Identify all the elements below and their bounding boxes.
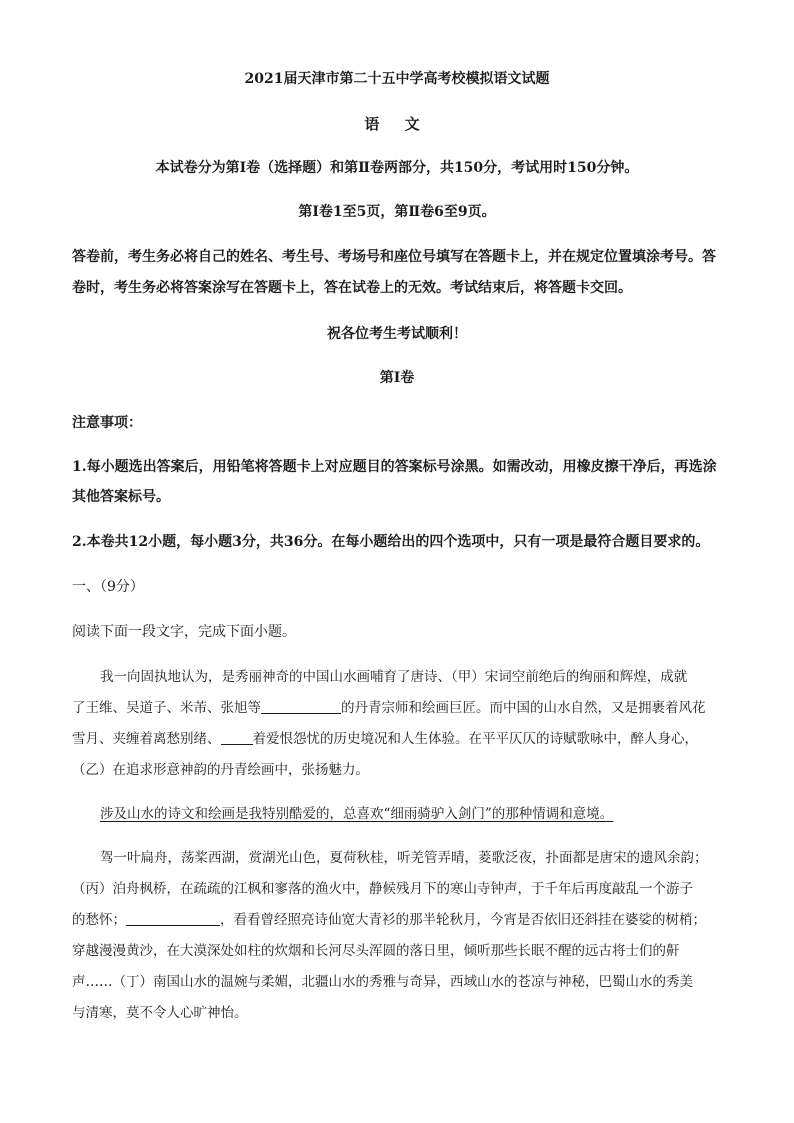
passage-line [72, 696, 722, 716]
subject-heading: 语 文 [364, 115, 430, 133]
page-range-info: 第Ⅰ卷1至5页，第Ⅱ卷6至9页。 [298, 204, 496, 220]
instruction-line: 卷时，考生务必将答案涂写在答题卡上，答在试卷上的无效。考试结束后，将答题卡交回。 [72, 280, 632, 296]
passage-line: 穿越漫漫黄沙，在大漠深处如柱的炊烟和长河尽头浑圆的落日里，倾听那些长眠不醒的远古将士们的鼾 [72, 943, 680, 959]
note-2: 2.本卷共12小题，每小题3分，共36分。在每小题给出的四个选项中，只有一项是最符合题目要求的。 [72, 534, 710, 550]
volume-heading: 第Ⅰ卷 [379, 370, 415, 386]
passage-line: 我一向固执地认为，是秀丽神奇的中国山水画哺育了唐诗、（甲）宋词空前绝后的绚丽和辉煌，成就 [100, 669, 688, 685]
passage-line: （乙）在追求形意神韵的丹青绘画中，张扬魅力。 [72, 762, 369, 778]
section-heading: 一、（9分） [72, 579, 144, 595]
passage-line: 驾一叶扁舟，荡桨西湖，赏湖光山色，夏荷秋桂，听羌管弄晴，菱歌泛夜，扑面都是唐宋的遗风余韵； [100, 850, 708, 866]
passage-text: 了王维、吴道子、米芾、张旭等 [72, 700, 261, 716]
passage-text: 着爱恨怨忧的历史境况和人生体验。在平平仄仄的诗赋歌咏中，醉人身心， [252, 731, 698, 747]
fill-blank [126, 910, 220, 926]
passage-text: ，看看曾经照亮诗仙宽大青衫的那半轮秋月，今宵是否依旧还斜挂在婆娑的树梢； [220, 912, 706, 928]
passage-text: 的丹青宗师和绘画巨匠。而中国的山水自然，又是拥裹着风花 [341, 700, 706, 716]
passage-text: 的愁怀； [72, 912, 126, 928]
passage-line [72, 908, 722, 928]
exam-description: 本试卷分为第Ⅰ卷（选择题）和第Ⅱ卷两部分，共150分，考试用时150分钟。 [155, 160, 639, 176]
note-1-line: 其他答案标号。 [72, 489, 170, 505]
instruction-line: 答卷前，考生务必将自己的姓名、考生号、考场号和座位号填写在答题卡上，并在规定位置填涂考号。答 [72, 249, 716, 265]
passage-line: 声……（丁）南国山水的温婉与柔媚，北疆山水的秀雅与奇异，西域山水的苍凉与神秘，巴蜀山水的秀美 [72, 974, 693, 990]
notes-heading: 注意事项： [72, 415, 142, 431]
good-luck-message: 祝各位考生考试顺利！ [327, 326, 467, 342]
underlined-sentence: 涉及山水的诗文和绘画是我特别酷爱的，总喜欢“细雨骑驴入剑门”的那种情调和意境。 [100, 806, 614, 822]
passage-line: 与清寒，莫不令人心旷神怡。 [72, 1005, 248, 1021]
passage-text: 雪月、夹缠着离愁别绪、 [72, 731, 221, 747]
fill-blank [261, 698, 341, 714]
reading-instruction: 阅读下面一段文字，完成下面小题。 [72, 624, 296, 640]
passage-line: （丙）泊舟枫桥，在疏疏的江枫和寥落的渔火中，静候残月下的寒山寺钟声，于千年后再度敲乱一个游子 [72, 881, 693, 897]
note-1-line: 1.每小题选出答案后，用铅笔将答题卡上对应题目的答案标号涂黑。如需改动，用橡皮擦干净后，再选涂 [72, 459, 717, 475]
exam-title: 2021届天津市第二十五中学高考校模拟语文试题 [244, 71, 550, 87]
fill-blank [221, 729, 253, 745]
passage-line [72, 727, 722, 747]
